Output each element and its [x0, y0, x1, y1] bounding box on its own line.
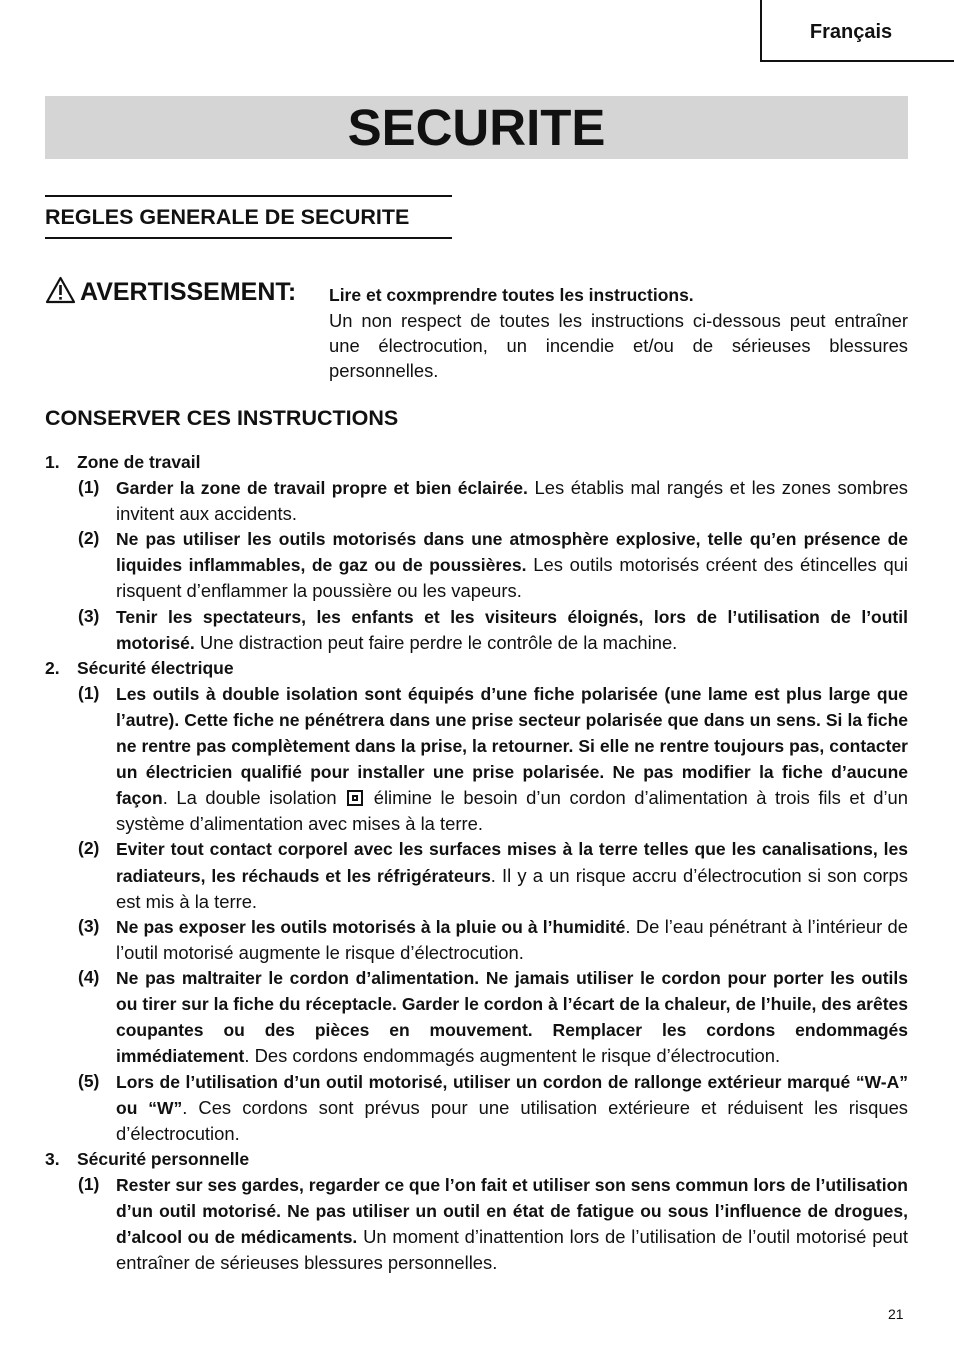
page-title: SECURITE	[347, 99, 606, 156]
section-heading-box	[45, 195, 452, 239]
conserver-heading: CONSERVER CES INSTRUCTIONS	[45, 406, 399, 430]
item-text: Tenir les spectateurs, les enfants et les visiteurs éloignés, lors de l’utilisation de l’outil motorisé. Une distraction peut faire perdre le contrôle de la machine.	[116, 606, 908, 653]
section-number: 1.	[45, 452, 60, 472]
item-number: (2)	[78, 838, 100, 859]
item-number: (5)	[78, 1071, 100, 1092]
section-title	[45, 656, 908, 681]
instructions-list	[45, 450, 908, 1275]
warning-header	[45, 276, 296, 309]
item-text: Ne pas maltraiter le cordon d’alimentation. Ne jamais utiliser le cordon pour porter les outils ou tirer sur la fiche du réceptacle. Garder le cordon à l’écart de la chaleur, de l’huile, des arêtes coupantes ou des pièces en mouvement. Remplacer les cordons endommagés immédiatement. Des cordons endommagés augmentent le risque d’électrocution.	[116, 967, 908, 1067]
section-securite-personnelle	[45, 1147, 908, 1275]
item-number: (2)	[78, 528, 100, 549]
item-number: (3)	[78, 915, 100, 936]
list-item	[45, 1172, 908, 1275]
list-item	[45, 681, 908, 837]
item-number: (1)	[78, 477, 100, 498]
section-securite-electrique	[45, 656, 908, 1147]
warning-body	[329, 283, 908, 383]
section-title	[45, 450, 908, 475]
section-zone-travail	[45, 450, 908, 656]
list-item	[45, 1069, 908, 1146]
warning-label: AVERTISSEMENT:	[80, 278, 297, 306]
item-number: (4)	[78, 966, 100, 987]
item-text: Rester sur ses gardes, regarder ce que l’on fait et utiliser son sens commun lors de l’utilisation d’un outil motorisé. Ne pas utiliser un outil en état de fatigue ou sous l’influence de drogues, d’alcool ou de médicaments. Un moment d’inattention lors de l’utilisation de l’outil motorisé peut entraîner de sérieuses blessures personnelles.	[116, 1174, 908, 1273]
list-item	[45, 836, 908, 913]
list-item	[45, 914, 908, 965]
warning-text: Un non respect de toutes les instructions ci-dessous peut entraîner une électrocution, un incendie et/ou de sérieuses blessures personnelles.	[329, 310, 908, 381]
warning-triangle-icon	[45, 276, 76, 309]
list-item	[45, 965, 908, 1069]
section-number: 3.	[45, 1148, 60, 1169]
section-title-text: Sécurité personnelle	[77, 1148, 250, 1169]
item-text: Lors de l’utilisation d’un outil motorisé, utiliser un cordon de rallonge extérieur marqué “W-A” ou “W”. Ces cordons sont prévus pour une utilisation extérieure et réduisent les risques d’électrocution.	[116, 1072, 908, 1145]
item-text: Eviter tout contact corporel avec les surfaces mises à la terre telles que les canalisations, les radiateurs, les réchauds et les réfrigérateurs. Il y a un risque accru d’électrocution si son corps est mis à la terre.	[116, 839, 908, 912]
language-tab: Français	[760, 0, 954, 62]
title-banner	[45, 96, 908, 159]
item-number: (3)	[78, 605, 100, 626]
list-item	[45, 526, 908, 603]
warning-bold-text: Lire et coxmprendre toutes les instructions.	[329, 285, 694, 305]
section-number: 2.	[45, 657, 60, 678]
double-insulation-icon	[347, 790, 363, 806]
section-title	[45, 1147, 908, 1172]
page-number: 21	[888, 1306, 904, 1322]
section-title-text: Zone de travail	[77, 452, 201, 472]
item-number: (1)	[78, 682, 100, 703]
section-heading: REGLES GENERALE DE SECURITE	[45, 204, 410, 229]
section-title-text: Sécurité électrique	[77, 657, 234, 678]
list-item	[45, 475, 908, 526]
item-text: Ne pas utiliser les outils motorisés dans une atmosphère explosive, telle qu’en présence de liquides inflammables, de gaz ou de poussières. Les outils motorisés créent des étincelles qui risquent d’enflammer la poussière ou les vapeurs.	[116, 529, 908, 602]
item-text: Les outils à double isolation sont équipés d’une fiche polarisée (une lame est plus large que l’autre). Cette fiche ne pénétrera dans une prise secteur polarisée que dans un sens. Si la fiche ne rentre pas complètement dans la prise, la retourner. Si elle ne rentre toujours pas, contacter un électricien qualifié pour installer une prise polarisée. Ne pas modifier la fiche d’aucune façon. La double isolation élimine le besoin d’un cordon d’alimentation à trois fils et d’un système d’alimentation avec mises à la terre.	[116, 683, 908, 835]
item-text: Garder la zone de travail propre et bien éclairée. Les établis mal rangés et les zones sombres invitent aux accidents.	[116, 477, 908, 525]
list-item	[45, 604, 908, 656]
item-number: (1)	[78, 1173, 100, 1194]
item-text: Ne pas exposer les outils motorisés à la pluie ou à l’humidité. De l’eau pénétrant à l’intérieur de l’outil motorisé augmente le risque d’électrocution.	[116, 915, 909, 963]
